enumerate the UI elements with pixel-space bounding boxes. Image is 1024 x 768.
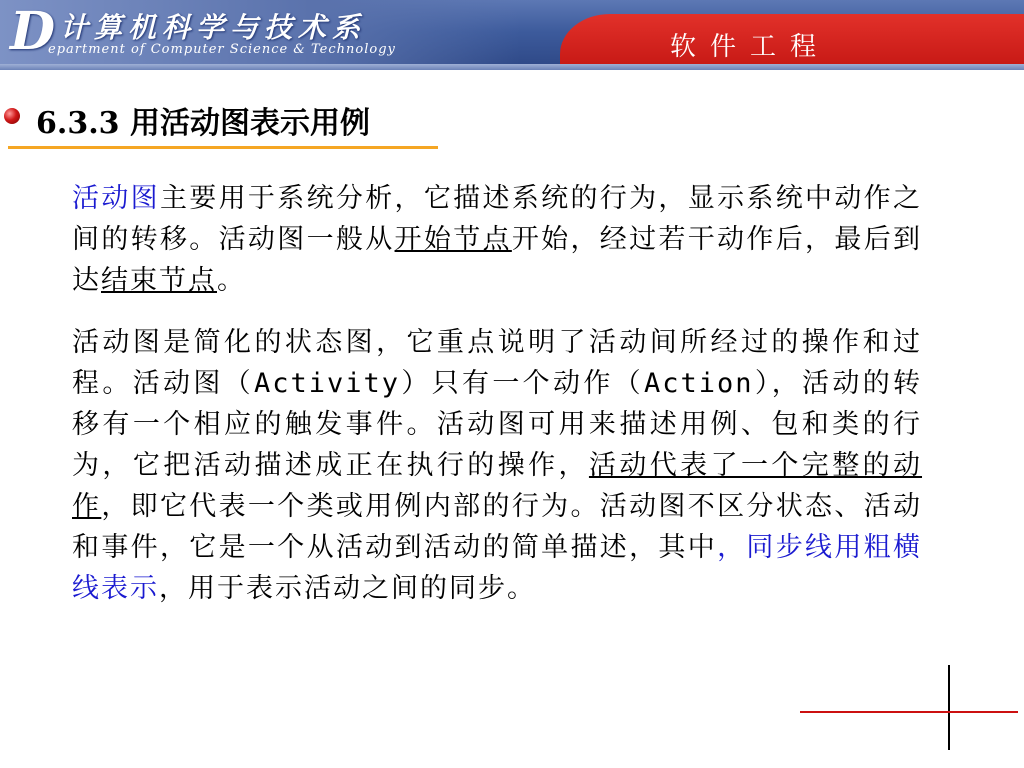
bullet-icon <box>4 108 20 124</box>
heading-underline <box>8 146 438 149</box>
logo-letter: D <box>10 1 56 62</box>
section-heading <box>36 104 370 144</box>
logo-department-name: 计算机科学与技术系 <box>60 11 367 44</box>
logo-department-english: epartment of Computer Science & Technology <box>48 42 396 57</box>
paragraph-2-text-a: 活动图是简化的状态图，它重点说明了活动间所经过的操作和过程。活动图（ <box>72 327 922 399</box>
header-bottom-rule <box>0 64 1024 70</box>
term-end-node: 结束节点 <box>101 265 217 296</box>
paragraph-2-text-e: ，用于表示活动之间的同步。 <box>159 573 536 604</box>
paragraph-2-text-b: ）只有一个动作（ <box>400 368 644 399</box>
paragraph-2-text-c: ），活动的转移有一个相应的触发事件。活动图可用来描述用例、包和类的行为，它把活动描述成正在执行的操作， <box>72 368 923 481</box>
term-activity-diagram: 活动图 <box>72 183 160 214</box>
paragraph-1-text-b: 开始，经过若干动作后，最后到达 <box>72 224 923 296</box>
term-sync-bar: ，同步线用粗横线表示 <box>72 532 923 604</box>
section-number: 6.3.3 <box>36 106 120 141</box>
term-action: Action <box>644 368 754 399</box>
paragraph-1-text-c: 。 <box>217 265 246 296</box>
paragraph-2-text-d: ，即它代表一个类或用例内部的行为。活动图不区分状态、活动和事件，它是一个从活动到活动的简单描述，其中 <box>72 491 923 563</box>
paragraph-1 <box>72 178 922 301</box>
term-complete-action: 活动代表了一个完整的动作 <box>72 450 923 522</box>
course-title: 软件工程 <box>670 32 831 62</box>
term-activity: Activity <box>253 368 401 399</box>
term-start-node: 开始节点 <box>394 224 512 255</box>
header-banner <box>0 0 1024 70</box>
paragraph-2 <box>72 322 922 609</box>
department-logo <box>0 0 520 64</box>
decorative-horizontal-line <box>800 711 1018 713</box>
paragraph-1-text-a: 主要用于系统分析，它描述系统的行为，显示系统中动作之间的转移。活动图一般从 <box>72 183 923 255</box>
decorative-vertical-line <box>948 665 950 750</box>
section-title: 用活动图表示用例 <box>129 106 370 141</box>
